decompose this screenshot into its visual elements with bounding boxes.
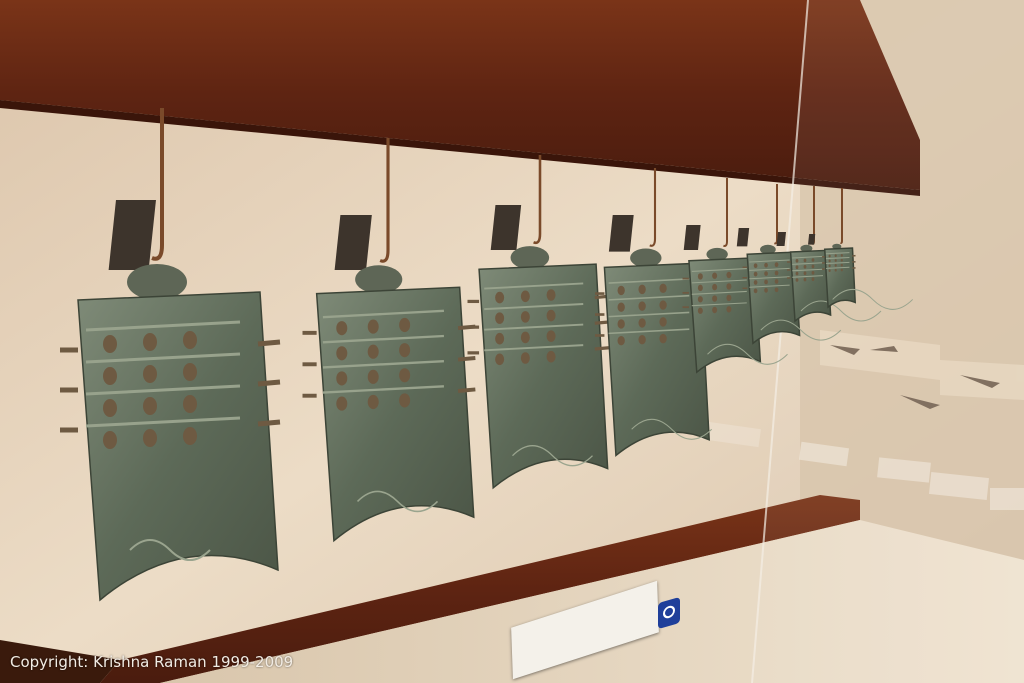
bell-handle (335, 215, 372, 270)
bell-knob (764, 288, 768, 293)
bell-knob (618, 286, 625, 295)
bell-knob (841, 254, 843, 257)
bell-knob (336, 321, 347, 335)
bell-handle (737, 228, 749, 246)
bell-knob (754, 280, 758, 285)
bell-knob (368, 370, 379, 384)
bell-handle (609, 215, 634, 252)
bell-knob (183, 331, 197, 349)
bell-knob (547, 289, 556, 301)
bell-knob (804, 259, 807, 263)
bell-handle (808, 234, 815, 245)
bell-knob (804, 265, 807, 269)
bell-knob (812, 265, 815, 269)
bell-knob (804, 278, 807, 282)
bell-knob (399, 343, 410, 357)
bell-knob (103, 335, 117, 353)
bell-knob (712, 295, 717, 301)
bell-knob (521, 311, 530, 323)
bell-knob (804, 271, 807, 275)
bell-knob (638, 301, 645, 310)
bell-knob (638, 285, 645, 294)
bell-knob (835, 259, 837, 262)
bell-knob (183, 363, 197, 381)
bell-knob (495, 292, 504, 304)
bell-knob (812, 258, 815, 262)
bell-knob (764, 280, 768, 285)
bell-knob (495, 312, 504, 324)
bell-knob (712, 307, 717, 313)
bell-knob (143, 333, 157, 351)
bell-knob (712, 284, 717, 290)
bell-knob (368, 345, 379, 359)
bell-collar (127, 264, 187, 300)
bell-knob (835, 269, 837, 272)
bell-knob (829, 255, 831, 258)
bell-knob (726, 295, 731, 301)
bell-knob (336, 371, 347, 385)
bell-knob (521, 352, 530, 364)
bell-knob (103, 431, 117, 449)
bell-spike (258, 342, 280, 344)
bell-spike (458, 389, 475, 391)
bell-knob (829, 269, 831, 272)
bell-knob (336, 397, 347, 411)
bell-handle (684, 225, 701, 250)
bell-knob (775, 279, 779, 284)
bell-knob (521, 291, 530, 303)
copyright-watermark: Copyright: Krishna Raman 1999-2009 (10, 653, 294, 671)
bell-knob (336, 346, 347, 360)
bell-spike (258, 422, 280, 424)
bell-knob (812, 271, 815, 275)
bell-knob (183, 395, 197, 413)
bell-knob (659, 300, 666, 309)
bell-knob (618, 302, 625, 311)
bell-knob (796, 278, 799, 282)
bell-knob (495, 354, 504, 366)
bell-knob (698, 285, 703, 291)
bell-knob (764, 271, 768, 276)
bell-knob (521, 332, 530, 344)
bell-knob (399, 368, 410, 382)
bell-knob (754, 289, 758, 294)
bell-knob (835, 254, 837, 257)
bell-knob (775, 262, 779, 267)
bell-knob (698, 308, 703, 314)
bell-knob (143, 429, 157, 447)
bell-knob (726, 272, 731, 278)
bell-knob (712, 273, 717, 279)
bell-knob (495, 333, 504, 345)
bell-spike (458, 358, 475, 360)
bell-knob (143, 397, 157, 415)
bell-handle (491, 205, 521, 250)
bell-knob (796, 259, 799, 263)
bell-knob (829, 264, 831, 267)
bell-knob (796, 265, 799, 269)
bell-knob (841, 264, 843, 267)
bell-knob (368, 395, 379, 409)
bell-knob (764, 263, 768, 268)
bell-knob (143, 365, 157, 383)
bell-spike (258, 382, 280, 384)
bell-knob (547, 351, 556, 363)
bell-handle (109, 200, 156, 270)
bell-knob (659, 284, 666, 293)
bell-knob (659, 334, 666, 343)
bell-knob (754, 263, 758, 268)
bell-knob (829, 259, 831, 262)
bell-knob (659, 317, 666, 326)
bell-knob (638, 335, 645, 344)
bell-knob (841, 269, 843, 272)
bell-knob (698, 296, 703, 302)
bell-knob (547, 330, 556, 342)
bell-knob (547, 310, 556, 322)
bell-knob (775, 287, 779, 292)
bell-knob (618, 336, 625, 345)
bell-spike (595, 322, 609, 323)
bell-knob (841, 259, 843, 262)
bell-knob (103, 367, 117, 385)
bell-collar (355, 265, 402, 293)
bell-knob (698, 273, 703, 279)
bell-knob (368, 320, 379, 334)
bell-knob (812, 277, 815, 281)
bell-knob (399, 393, 410, 407)
bell-spike (595, 348, 609, 349)
bell-knob (726, 306, 731, 312)
bell-knob (796, 272, 799, 276)
bell-knob (835, 264, 837, 267)
bell-knob (754, 272, 758, 277)
bell-knob (618, 319, 625, 328)
bell-knob (183, 427, 197, 445)
bell-knob (726, 283, 731, 289)
bell-handle (777, 232, 786, 246)
bell-knob (638, 318, 645, 327)
bell-knob (103, 399, 117, 417)
bell-knob (775, 271, 779, 276)
bell-knob (399, 318, 410, 332)
